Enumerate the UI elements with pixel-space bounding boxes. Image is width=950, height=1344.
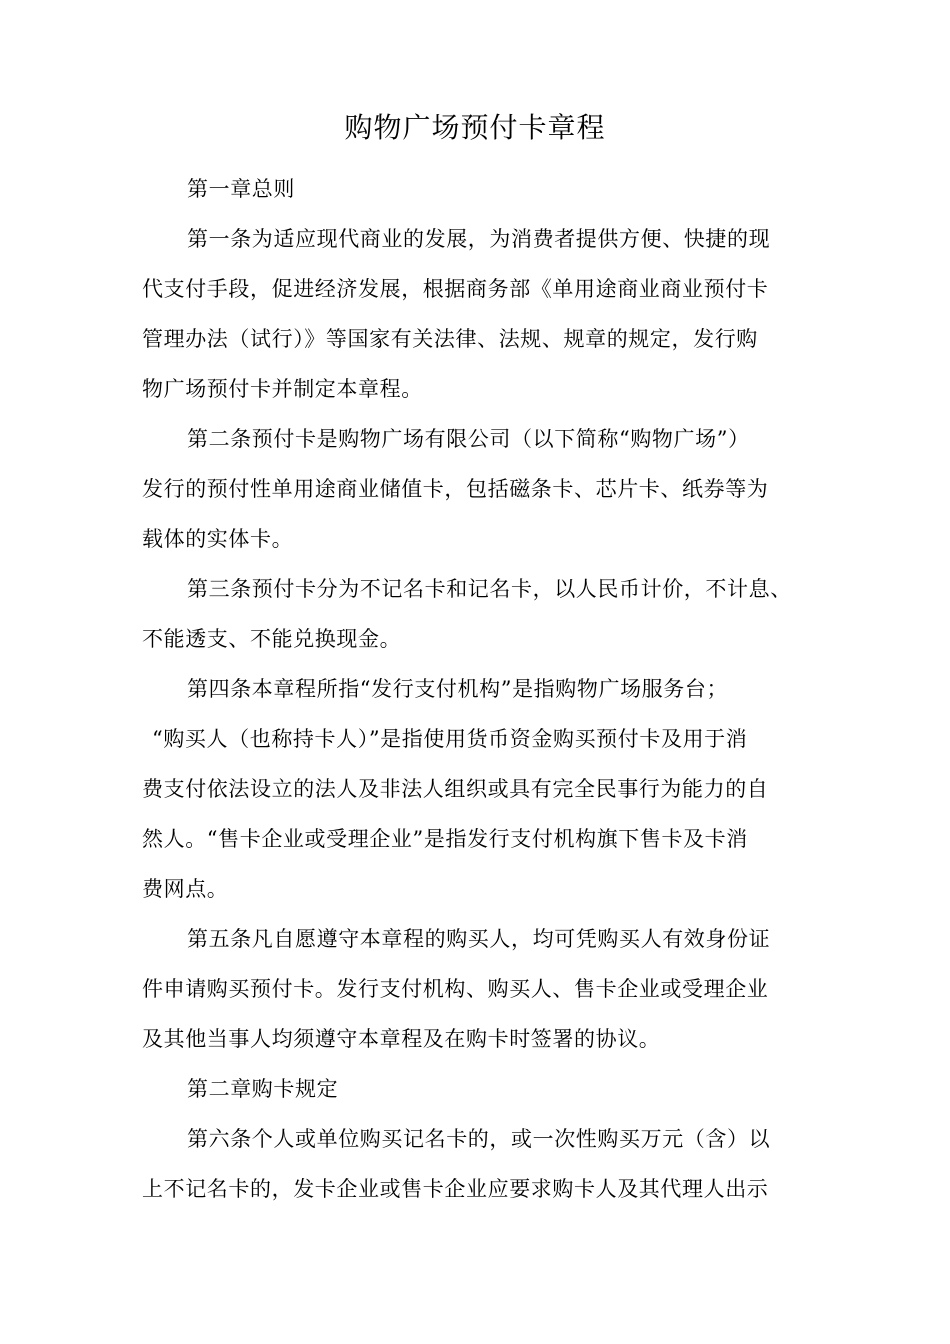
paragraph-line: 第四条本章程所指“发行支付机构”是指购物广场服务台； (187, 677, 729, 701)
chapter-heading: 第二章购卡规定 (187, 1077, 339, 1101)
paragraph-line: 及其他当事人均须遵守本章程及在购卡时签署的协议。 (142, 1027, 661, 1051)
chapter-heading: 第一章总则 (187, 177, 295, 201)
paragraph-line: 费支付依法设立的法人及非法人组织或具有完全民事行为能力的自 (142, 777, 769, 801)
paragraph-line: 件申请购买预付卡。发行支付机构、购买人、售卡企业或受理企业 (142, 977, 769, 1001)
paragraph-line: 费网点。 (142, 877, 229, 901)
paragraph-line: 第五条凡自愿遵守本章程的购买人，均可凭购买人有效身份证 (187, 927, 771, 951)
document-title: 购物广场预付卡章程 (344, 111, 606, 144)
paragraph-line: 第六条个人或单位购买记名卡的，或一次性购买万元（含）以 (187, 1127, 771, 1151)
paragraph-line: 物广场预付卡并制定本章程。 (142, 377, 423, 401)
paragraph-line: 第一条为适应现代商业的发展，为消费者提供方便、快捷的现 (187, 227, 771, 251)
paragraph-line: 上不记名卡的，发卡企业或售卡企业应要求购卡人及其代理人出示 (142, 1177, 769, 1201)
paragraph-line: 然人。“售卡企业或受理企业”是指发行支付机构旗下售卡及卡消 (142, 827, 748, 851)
paragraph-line: 管理办法（试行）》等国家有关法律、法规、规章的规定，发行购 (142, 327, 758, 351)
paragraph-line: 第三条预付卡分为不记名卡和记名卡，以人民币计价，不计息、 (187, 577, 792, 601)
paragraph-line: 载体的实体卡。 (142, 527, 294, 551)
paragraph-line: 发行的预付性单用途商业储值卡，包括磁条卡、芯片卡、纸券等为 (142, 477, 769, 501)
paragraph-line: “购买人（也称持卡人）”是指使用货币资金购买预付卡及用于消 (152, 727, 748, 751)
paragraph-line: 不能透支、不能兑换现金。 (142, 627, 402, 651)
paragraph-line: 代支付手段，促进经济发展，根据商务部《单用途商业商业预付卡 (142, 277, 769, 301)
paragraph-line: 第二条预付卡是购物广场有限公司（以下简称“购物广场”） (187, 427, 750, 451)
